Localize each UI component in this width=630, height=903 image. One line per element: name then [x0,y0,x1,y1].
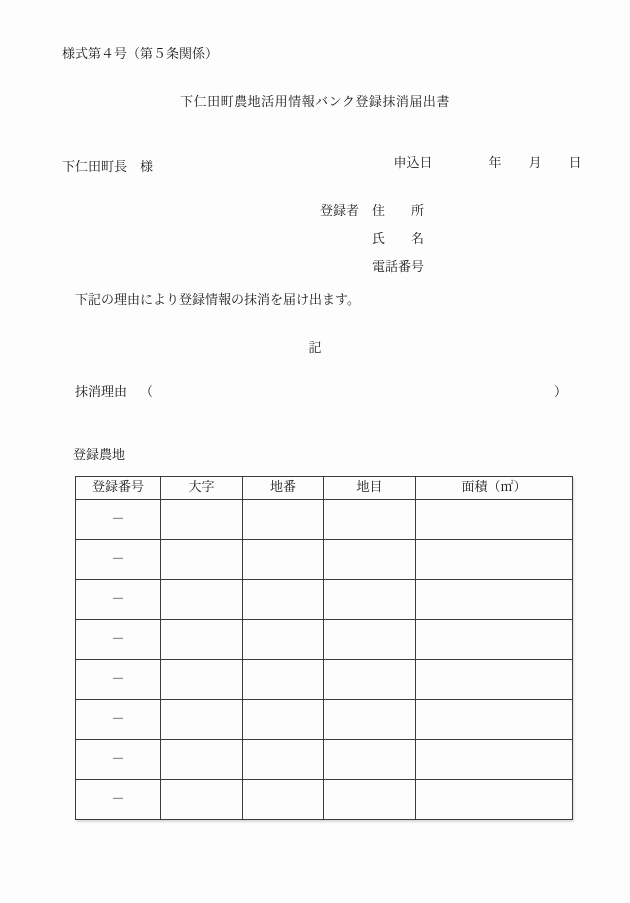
application-date-line [377,140,582,188]
addressee: 下仁田町長 様 [62,160,154,175]
table-cell [324,540,416,580]
table-cell [416,660,573,700]
table-cell [324,780,416,820]
farmland-table-body [76,500,573,820]
registrant-phone-field: 電話番号 [372,260,425,275]
form-title: 下仁田町農地活用情報バンク登録抹消届出書 [180,95,450,110]
table-cell [161,580,243,620]
table-cell [416,740,573,780]
registrant-block [320,198,424,282]
paren-close: ） [553,385,567,400]
registrant-address-field: 住 所 [372,204,425,219]
table-cell [416,580,573,620]
table-cell [324,660,416,700]
table-cell [416,540,573,580]
paren-open: （ [140,385,154,400]
table-cell [416,500,573,540]
lot-number-header: 地番 [243,477,324,500]
erasure-reason-label: 抹消理由 [75,385,128,400]
year-label: 年 [488,156,502,171]
table-cell [243,580,324,620]
registration-number-header: 登録番号 [76,477,161,500]
ki-heading: 記 [308,341,322,356]
registration-number-cell: － [76,500,161,540]
table-cell [416,780,573,820]
table-row [76,500,573,540]
farmland-table-header [76,477,573,500]
registration-number-cell: － [76,540,161,580]
table-row [76,700,573,740]
table-cell [324,620,416,660]
land-category-header: 地目 [324,477,416,500]
registrant-fields [372,198,424,282]
table-row [76,780,573,820]
table-cell [324,740,416,780]
day-label: 日 [568,156,582,171]
table-cell [161,700,243,740]
farmland-table [75,476,573,820]
table-row [76,620,573,660]
table-cell [161,740,243,780]
registrant-label: 登録者 [320,204,360,219]
farmland-section-label: 登録農地 [73,448,126,463]
table-cell [243,620,324,660]
registrant-name-field: 氏 名 [372,232,425,247]
table-row [76,540,573,580]
registration-number-cell: － [76,700,161,740]
application-date-label: 申込日 [393,156,433,171]
table-cell [161,540,243,580]
table-cell [161,500,243,540]
table-cell [324,580,416,620]
statement: 下記の理由により登録情報の抹消を届け出ます。 [75,293,360,308]
erasure-reason-line [75,385,567,401]
table-cell [161,660,243,700]
area-header: 面積（㎡） [416,477,573,500]
table-cell [243,500,324,540]
month-label: 月 [528,156,542,171]
header-row [76,477,573,500]
table-row [76,660,573,700]
registration-number-cell: － [76,780,161,820]
table-cell [324,700,416,740]
registration-number-cell: － [76,740,161,780]
registration-number-cell: － [76,620,161,660]
table-cell [243,700,324,740]
table-cell [243,740,324,780]
table-row [76,740,573,780]
table-cell [243,660,324,700]
table-cell [416,700,573,740]
oaza-header: 大字 [161,477,243,500]
table-cell [161,780,243,820]
table-cell [324,500,416,540]
table-cell [416,620,573,660]
form-number: 様式第４号（第５条関係） [62,47,219,62]
registration-number-cell: － [76,580,161,620]
table-cell [243,780,324,820]
registration-number-cell: － [76,660,161,700]
table-cell [243,540,324,580]
table-cell [161,620,243,660]
table-row [76,580,573,620]
